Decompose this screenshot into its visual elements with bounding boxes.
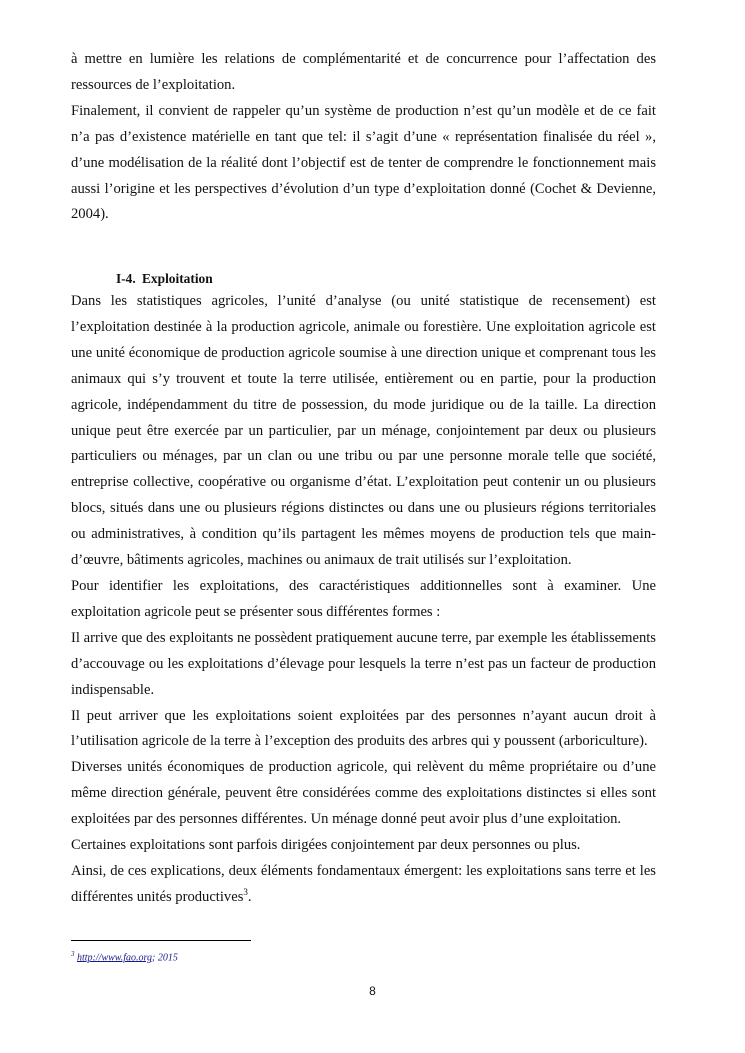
paragraph-joint-management: Certaines exploitations sont parfois dirigées conjointement par deux personnes ou plus. <box>71 837 581 854</box>
section-heading <box>116 271 213 287</box>
page-number: 8 <box>369 984 376 998</box>
footnote-reference[interactable]: 3 <box>243 886 248 897</box>
paragraph-distinct-units: Diverses unités économiques de production agricole, qui relèvent du même propriétaire ou d’une même direction générale, peuvent être considérées comme des exploitations distinctes si elles sont exploitées par des personnes différentes. Un ménage donné peut avoir plus d’une exploitation. <box>71 759 656 828</box>
paragraph-conclusion <box>71 859 656 911</box>
footnote <box>71 947 178 965</box>
footnote-mark: 3 <box>71 950 75 958</box>
conclusion-text: Ainsi, de ces explications, deux éléments fondamentaux émergent: les exploitations sans terre et les différentes unités productives <box>71 862 656 905</box>
paragraph-no-land-rights: Il peut arriver que les exploitations soient exploitées par des personnes n’ayant aucun droit à l’utilisation agricole de la terre à l’exception des produits des arbres qui y poussent (arboriculture). <box>71 707 656 750</box>
paragraph-definition: Dans les statistiques agricoles, l’unité d’analyse (ou unité statistique de recensement) est l’exploitation destinée à la production agricole, animale ou forestière. Une exploitation agricole est une unité économique de production agricole soumise à une direction unique et comprenant tous les animaux qui s’y trouvent et toute la terre utilisée, entièrement ou en partie, pour la production agricole, indépendamment du titre de possession, du mode juridique ou de la taille. La direction unique peut être exercée par un particulier, par un ménage, conjointement par deux ou plusieurs particuliers ou ménages, par un clan ou une tribu ou par une personne morale telle que société, entreprise collective, coopérative ou organisme d’état. L’exploitation peut contenir un ou plusieurs blocs, situés dans une ou plusieurs régions distinctes ou dans une ou plusieurs régions territoriales ou administratives, à condition qu’ils partagent les mêmes moyens de production tels que main-d’œuvre, bâtiments agricoles, machines ou animaux de trait utilisés sur l’exploitation. <box>71 293 656 569</box>
section-number: I-4. <box>116 271 136 286</box>
top-text-block <box>71 47 656 228</box>
footnote-year: ; 2015 <box>152 952 178 964</box>
conclusion-end: . <box>247 888 252 905</box>
paragraph-landless: Il arrive que des exploitants ne possèdent pratiquement aucune terre, par exemple les établissements d’accouvage ou les exploitations d’élevage pour lesquels la terre n’est pas un facteur de production indispensable. <box>71 629 656 698</box>
footnote-link[interactable]: http://www.fao.org <box>77 952 153 964</box>
body-text-block <box>71 289 656 911</box>
footnote-separator <box>71 940 251 941</box>
paragraph-production-system: Finalement, il convient de rappeler qu’un système de production n’est qu’un modèle et de ce fait n’a pas d’existence matérielle en tant que tel: il s’agit d’une « représentation finalisée du réel », d’une modélisation de la réalité dont l’objectif est de tenter de comprendre le fonctionnement mais aussi l’origine et les perspectives d’évolution d’un type d’exploitation donné (Cochet & Devienne, 2004). <box>71 102 656 223</box>
section-title: Exploitation <box>142 271 213 286</box>
paragraph-continuation: à mettre en lumière les relations de complémentarité et de concurrence pour l’affectation des ressources de l’exploitation. <box>71 51 656 93</box>
paragraph-characteristics: Pour identifier les exploitations, des caractéristiques additionnelles sont à examiner. Une exploitation agricole peut se présenter sous différentes formes : <box>71 577 656 620</box>
